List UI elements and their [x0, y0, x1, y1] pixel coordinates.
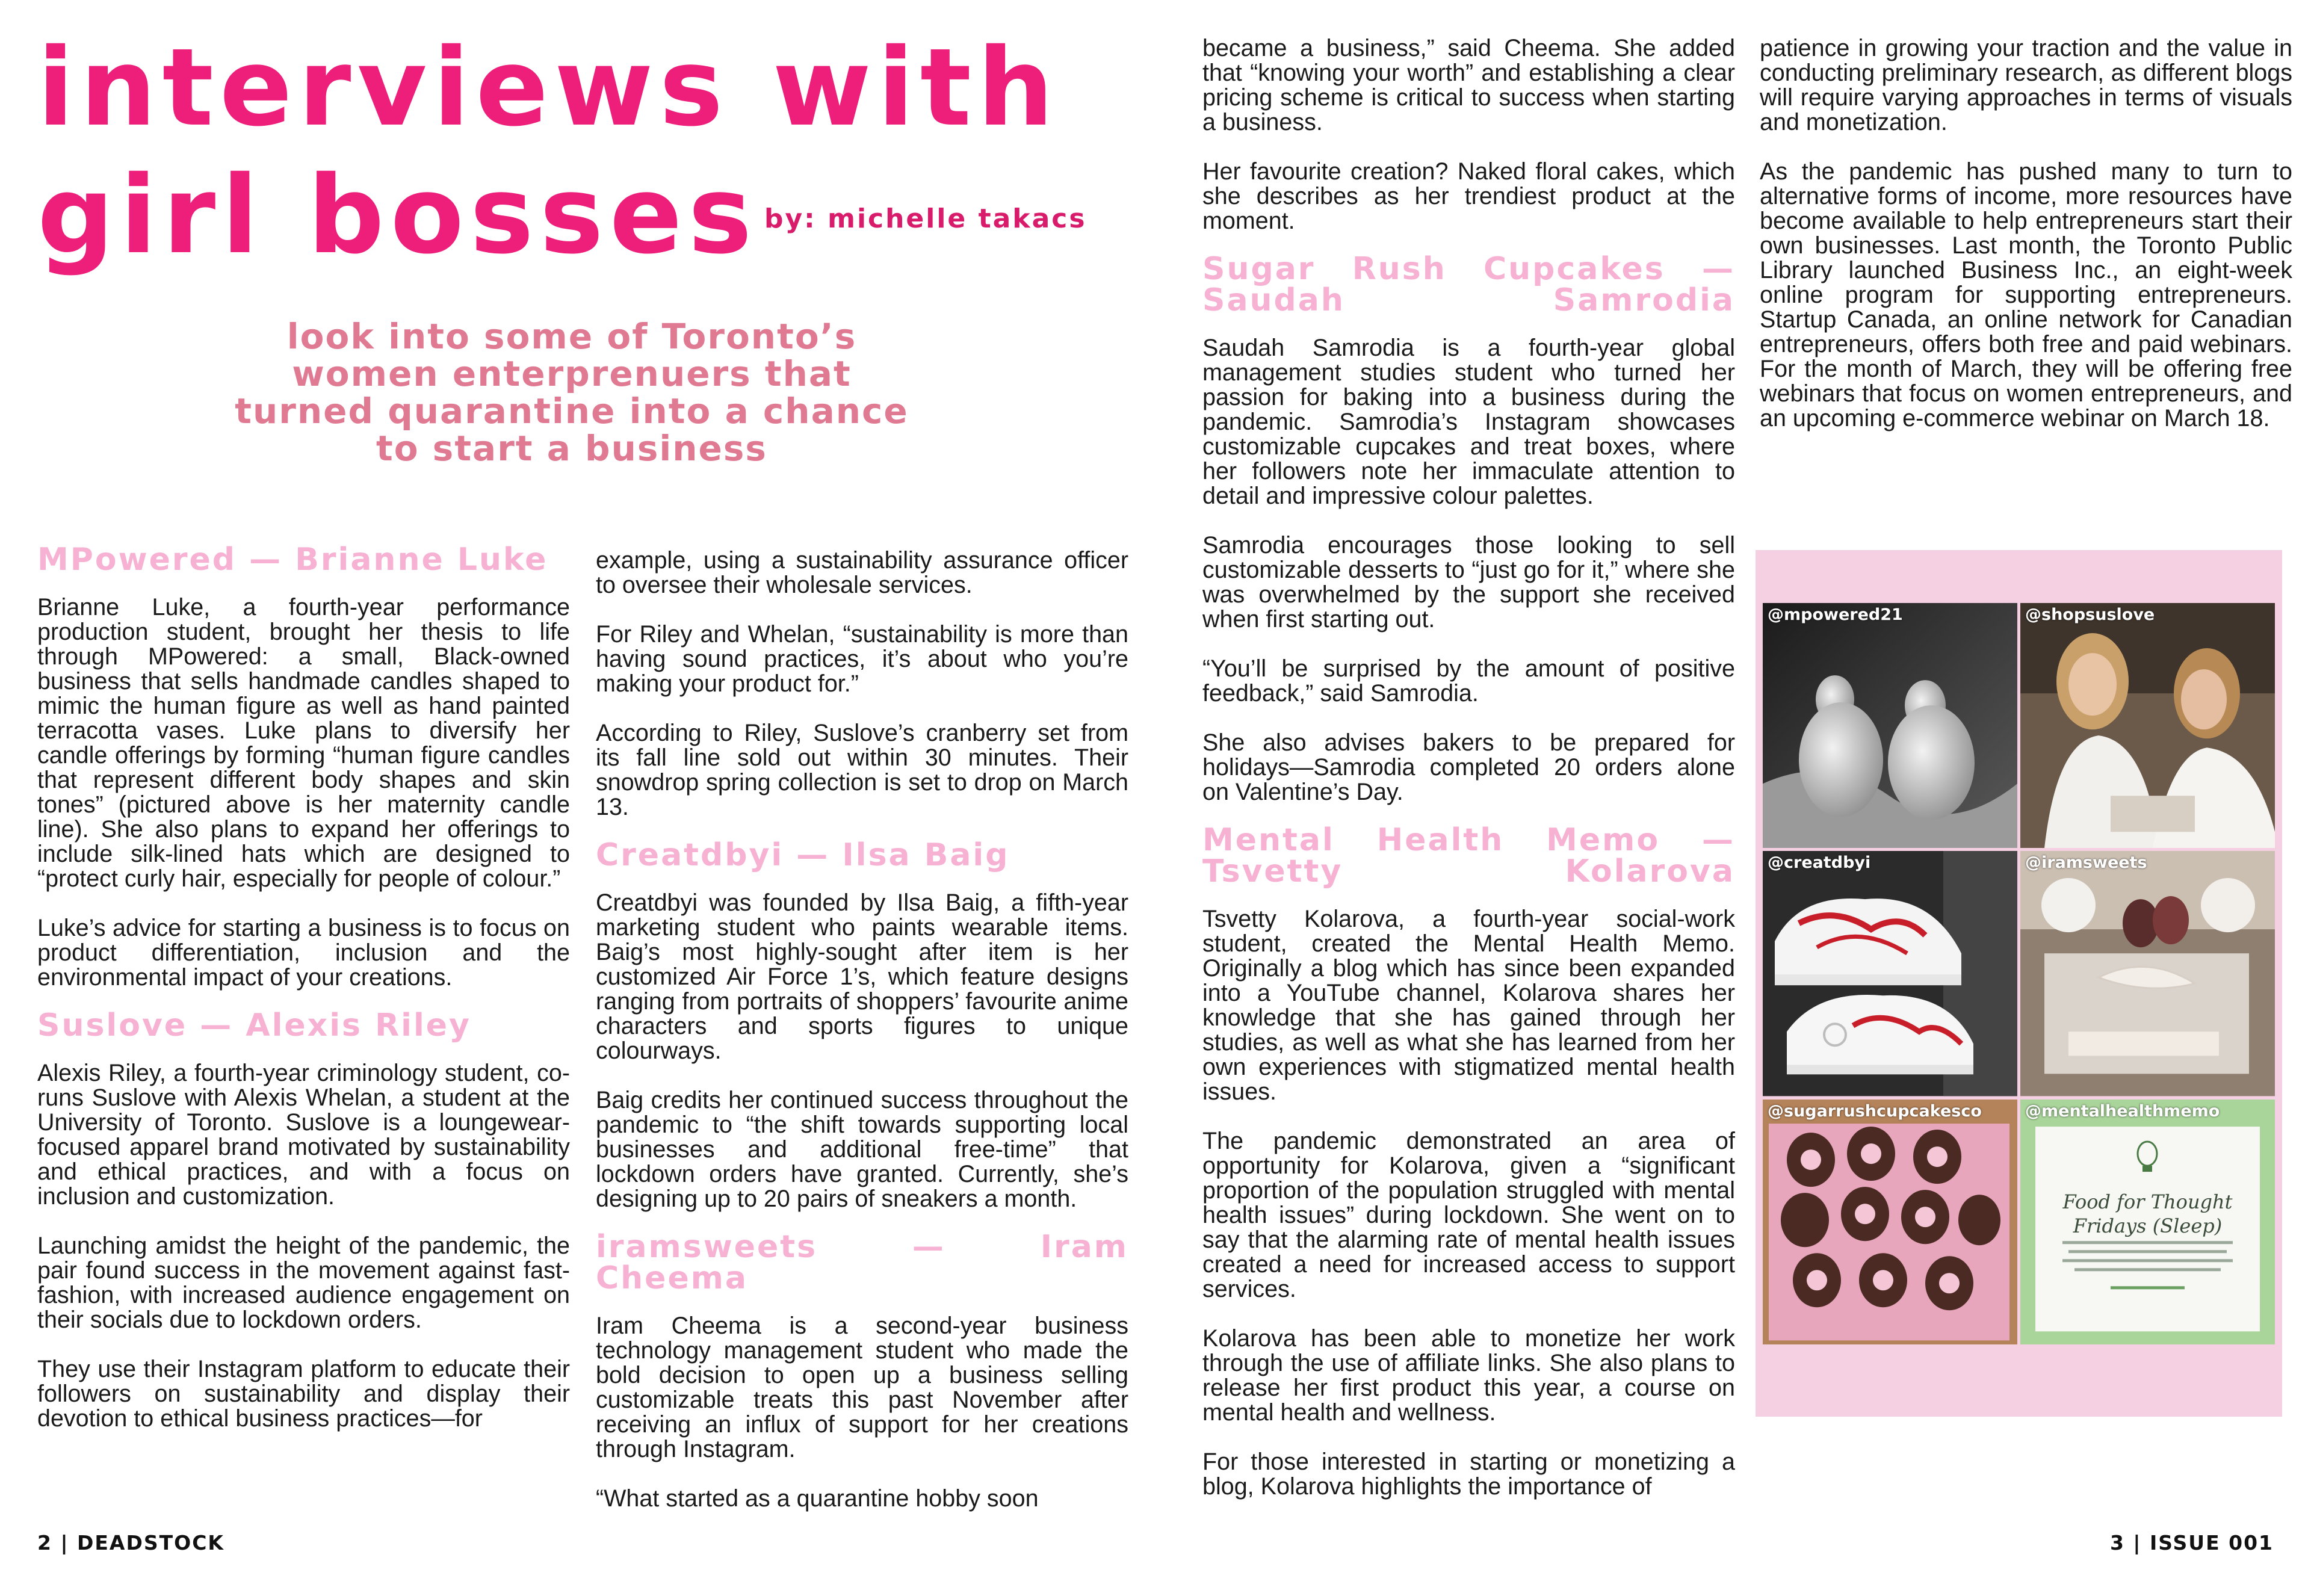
photo-sugarrush-strawberries — [1763, 1100, 2017, 1344]
paragraph: example, using a sustainability assurance officer to oversee their wholesale services. — [596, 547, 1128, 598]
page-folio-left: 2 | DEADSTOCK — [37, 1531, 224, 1554]
paragraph: The pandemic demonstrated an area of opportunity for Kolarova, given a “significant proportion of the population struggled with mental health issues” during lockdown. She went on to say that the alarming rate of mental health issues created a need for increased access to support services. — [1202, 1128, 1735, 1302]
section-heading-sugar-rush: Sugar Rush Cupcakes — Saudah Samrodia — [1202, 251, 1735, 318]
section-heading-mpowered: MPowered — Brianne Luke — [37, 542, 548, 578]
paragraph: Iram Cheema is a second-year business technology management student who made the bold decision to open up a business selling customizable treats this past November after receiving an influx of support for her creations through Instagram. — [596, 1313, 1128, 1462]
photo-suslove — [2020, 603, 2275, 848]
instagram-handle: @sugarrushcupcakesco — [1768, 1101, 1982, 1121]
instagram-handle: @shopsuslove — [2025, 605, 2155, 624]
section-heading-creatdbyi: Creatdbyi — Ilsa Baig — [596, 837, 1010, 873]
paragraph: Samrodia encourages those looking to sell customizable desserts to “just go for it,” where she was overwhelmed by the support she received when first starting out. — [1202, 532, 1735, 633]
suslove-photo-illustration — [2020, 603, 2275, 848]
instagram-handle: @creatdbyi — [1768, 853, 1871, 873]
text-column-1 — [37, 544, 570, 1431]
text-column-3 — [1202, 36, 1735, 1499]
byline: by: michelle takacs — [764, 203, 1087, 234]
paragraph: Saudah Samrodia is a fourth-year global management studies student who turned her passion for baking into a business during the pandemic. Samrodia’s Instagram showcases customizable cupcakes and treat boxes, where her followers note her immaculate attention to detail and impressive colour palettes. — [1202, 335, 1735, 509]
photo-iramsweets-gift-box — [2020, 851, 2275, 1096]
paragraph: For Riley and Whelan, “sustainability is more than having sound practices, it’s about who you’re making your product for.” — [596, 621, 1128, 697]
paragraph: “You’ll be surprised by the amount of positive feedback,” said Samrodia. — [1202, 655, 1735, 707]
paragraph: Creatdbyi was founded by Ilsa Baig, a fifth-year marketing student who paints wearable items. Baig’s most highly-sought after item is her customized Air Force 1’s, which feature designs ranging from portraits of shoppers’ favourite anime characters and sports figures to unique colourways. — [596, 889, 1128, 1064]
article-subtitle: look into some of Toronto’s women enterprenuers that turned quarantine into a chance to start a business — [235, 316, 909, 469]
title-line-1: interviews with — [37, 25, 1060, 150]
instagram-photo-panel — [1756, 550, 2282, 1417]
section-heading-iramsweets: iramsweets — Iram Cheema — [596, 1229, 1128, 1296]
title-line-2: girl bosses — [37, 153, 758, 277]
paragraph: According to Riley, Suslove’s cranberry set from its fall line sold out within 30 minutes. Their snowdrop spring collection is set to drop on March 13. — [596, 720, 1128, 820]
memo-card-caption: Food for Thought Fridays (Sleep) — [2062, 1190, 2233, 1237]
text-column-2 — [596, 548, 1128, 1511]
paragraph: Luke’s advice for starting a business is to focus on product differentiation, inclusion and the environmental impact of your creations. — [37, 915, 570, 991]
paragraph: Brianne Luke, a fourth-year performance production student, brought her thesis to life through MPowered: a small, Black-owned business that sells handmade candles shaped to mimic the human figure as well as hand painted terracotta vases. Luke plans to diversify her candle offerings by forming “human figure candles that represent different body shapes and skin tones” (pictured above is her maternity candle line). She also plans to expand her offerings to include silk-lined hats which are designed to “protect curly hair, especially for people of colour.” — [37, 594, 570, 892]
section-heading-suslove: Suslove — Alexis Riley — [37, 1007, 471, 1044]
paragraph: patience in growing your traction and the value in conducting preliminary research, as different blogs will require varying approaches in terms of visuals and monetization. — [1760, 35, 2292, 135]
paragraph: Alexis Riley, a fourth-year criminology student, co-runs Suslove with Alexis Whelan, a student at the University of Toronto. Suslove is a loungewear-focused apparel brand motivated by sustainability and ethical practices, and with a focus on inclusion and customization. — [37, 1060, 570, 1210]
paragraph: Kolarova has been able to monetize her work through the use of affiliate links. She also plans to release her first product this year, a course on mental health and wellness. — [1202, 1325, 1735, 1426]
photo-grid — [1763, 603, 2275, 1344]
paragraph: For those interested in starting or monetizing a blog, Kolarova highlights the importance of — [1202, 1449, 1735, 1500]
instagram-handle: @mentalhealthmemo — [2025, 1101, 2220, 1121]
instagram-handle: @mpowered21 — [1768, 605, 1903, 624]
photo-mental-health-memo — [2020, 1100, 2275, 1344]
paragraph: Launching amidst the height of the pandemic, the pair found success in the movement against fast-fashion, with increased audience engagement on their socials due to lockdown orders. — [37, 1233, 570, 1333]
photo-creatdbyi-sneakers — [1763, 851, 2017, 1096]
text-column-4 — [1760, 36, 2292, 431]
page-folio-right: 3 | ISSUE 001 — [2109, 1531, 2274, 1554]
gift-box-photo-illustration — [2020, 851, 2275, 1096]
candle-photo-illustration — [1763, 603, 2017, 848]
paragraph: She also advises bakers to be prepared for holidays—Samrodia completed 20 orders alone on Valentine’s Day. — [1202, 729, 1735, 805]
sneaker-photo-illustration — [1763, 851, 2017, 1096]
instagram-handle: @iramsweets — [2025, 853, 2147, 873]
paragraph: Her favourite creation? Naked floral cakes, which she describes as her trendiest product at the moment. — [1202, 158, 1735, 234]
paragraph: Tsvetty Kolarova, a fourth-year social-work student, created the Mental Health Memo. Originally a blog which has since been expanded into a YouTube channel, Kolarova shares her knowledge that she has gained through her studies, as well as what she has learned from her own experiences with stigmatized mental health issues. — [1202, 906, 1735, 1105]
article-title — [37, 24, 1060, 279]
paragraph: They use their Instagram platform to educate their followers on sustainability and display their devotion to ethical business practices—for — [37, 1356, 570, 1432]
section-heading-mental-health-memo: Mental Health Memo — Tsvetty Kolarova — [1202, 822, 1735, 889]
paragraph: As the pandemic has pushed many to turn to alternative forms of income, more resources have become available to help entrepreneurs start their own businesses. Last month, the Toronto Public Library launched Business Inc., an eight-week online program for supporting entrepreneurs. Startup Canada, an online network for Canadian entrepreneurs, offers both free and paid webinars. For the month of March, they will be offering free webinars that focus on women entrepreneurs, and an upcoming e-commerce webinar on March 18. — [1760, 158, 2292, 431]
photo-mpowered-candles — [1763, 603, 2017, 848]
paragraph: Baig credits her continued success throughout the pandemic to “the shift towards supporting local businesses and additional free-time” that lockdown orders have granted. Currently, she’s designing up to 20 pairs of sneakers a month. — [596, 1087, 1128, 1212]
strawberries-photo-illustration — [1763, 1100, 2017, 1344]
paragraph: became a business,” said Cheema. She added that “knowing your worth” and establishing a clear pricing scheme is critical to success when starting a business. — [1202, 35, 1735, 135]
paragraph: “What started as a quarantine hobby soon — [596, 1485, 1039, 1512]
